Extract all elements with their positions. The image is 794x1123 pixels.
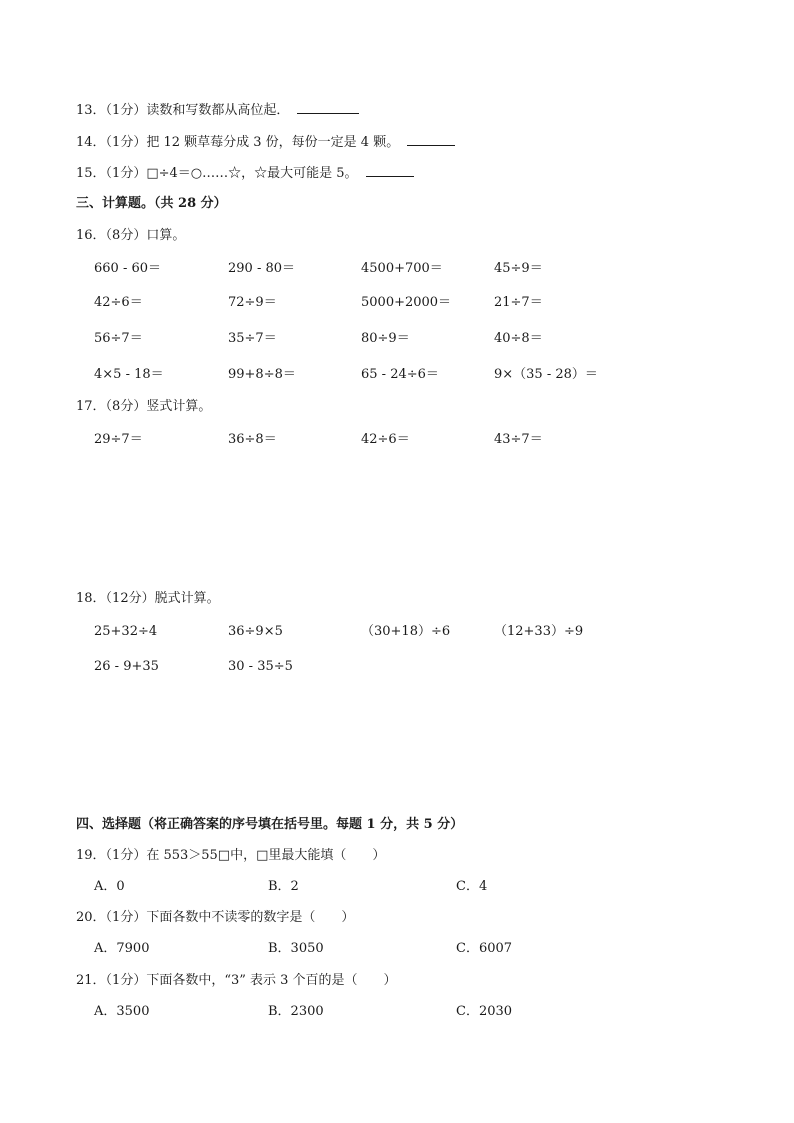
option-c[interactable]: C．4 — [456, 879, 488, 894]
oral-item: 56÷7＝ — [94, 331, 143, 346]
question-text: 读数和写数都从高位起． — [146, 103, 290, 118]
question-number: 15． — [76, 166, 106, 181]
options-20 — [0, 940, 794, 958]
question-text: 把 12 颗草莓分成 3 份，每份一定是 4 颗。 — [146, 135, 400, 150]
question-score: （1分） — [105, 135, 147, 150]
oral-item: 4×5 - 18＝ — [94, 367, 164, 382]
stepwise-item: （30+18）÷6 — [361, 624, 451, 639]
stepwise-row-2 — [0, 658, 794, 676]
question-16-head: 16．（8分）口算。 — [76, 228, 186, 243]
question-score: （1分） — [105, 166, 147, 181]
option-a[interactable]: A．3500 — [94, 1004, 150, 1019]
option-b[interactable]: B．3050 — [268, 941, 324, 956]
oral-item: 35÷7＝ — [228, 331, 277, 346]
question-15 — [76, 164, 414, 183]
option-c[interactable]: C．6007 — [456, 941, 513, 956]
option-c[interactable]: C．2030 — [456, 1004, 513, 1019]
question-18-head: 18．（12分）脱式计算。 — [76, 591, 220, 606]
option-a[interactable]: A．0 — [94, 879, 125, 894]
oral-item: 9×（35 - 28）＝ — [494, 367, 598, 382]
oral-item: 5000+2000＝ — [361, 295, 452, 310]
oral-item: 42÷6＝ — [94, 295, 143, 310]
oral-item: 99+8÷8＝ — [228, 367, 296, 382]
stepwise-item: 25+32÷4 — [94, 624, 158, 639]
oral-item: 21÷7＝ — [494, 295, 543, 310]
section-3-title: 三、计算题。（共 28 分） — [76, 196, 227, 211]
oral-row-2 — [0, 294, 794, 312]
question-13 — [76, 101, 359, 120]
answer-blank[interactable] — [297, 101, 359, 114]
question-text: □÷4＝○……☆，☆最大可能是 5。 — [146, 166, 358, 181]
stepwise-item: 36÷9×5 — [228, 624, 283, 639]
stepwise-item: 26 - 9+35 — [94, 659, 159, 674]
question-21: 21．（1分）下面各数中，“3” 表示 3 个百的是（ ） — [76, 973, 397, 988]
option-a[interactable]: A．7900 — [94, 941, 150, 956]
section-4-title: 四、选择题（将正确答案的序号填在括号里。每题 1 分，共 5 分） — [76, 817, 464, 832]
oral-row-4 — [0, 366, 794, 384]
question-14 — [76, 133, 455, 152]
stepwise-row-1 — [0, 623, 794, 641]
oral-item: 4500+700＝ — [361, 261, 443, 276]
answer-blank[interactable] — [407, 133, 455, 146]
oral-item: 660 - 60＝ — [94, 261, 162, 276]
options-21 — [0, 1003, 794, 1021]
option-b[interactable]: B．2 — [268, 879, 299, 894]
oral-item: 40÷8＝ — [494, 331, 543, 346]
answer-blank[interactable] — [366, 164, 414, 177]
question-number: 13． — [76, 103, 106, 118]
oral-item: 80÷9＝ — [361, 331, 410, 346]
question-score: （1分） — [105, 103, 147, 118]
question-number: 14． — [76, 135, 106, 150]
option-b[interactable]: B．2300 — [268, 1004, 324, 1019]
question-20: 20．（1分）下面各数中不读零的数字是（ ） — [76, 910, 355, 925]
stepwise-item: （12+33）÷9 — [494, 624, 584, 639]
vertical-calc-item: 42÷6＝ — [361, 432, 410, 447]
vertical-calc-item: 43÷7＝ — [494, 432, 543, 447]
oral-item: 290 - 80＝ — [228, 261, 296, 276]
oral-row-1 — [0, 260, 794, 278]
vertical-calc-item: 29÷7＝ — [94, 432, 143, 447]
options-19 — [0, 878, 794, 896]
question-17-head: 17．（8分）竖式计算。 — [76, 399, 212, 414]
vertical-calc-item: 36÷8＝ — [228, 432, 277, 447]
oral-row-3 — [0, 330, 794, 348]
vertical-calc-row — [0, 431, 794, 449]
oral-item: 72÷9＝ — [228, 295, 277, 310]
oral-item: 65 - 24÷6＝ — [361, 367, 439, 382]
oral-item: 45÷9＝ — [494, 261, 543, 276]
question-19: 19．（1分）在 553＞55□中，□里最大能填（ ） — [76, 848, 386, 863]
stepwise-item: 30 - 35÷5 — [228, 659, 293, 674]
